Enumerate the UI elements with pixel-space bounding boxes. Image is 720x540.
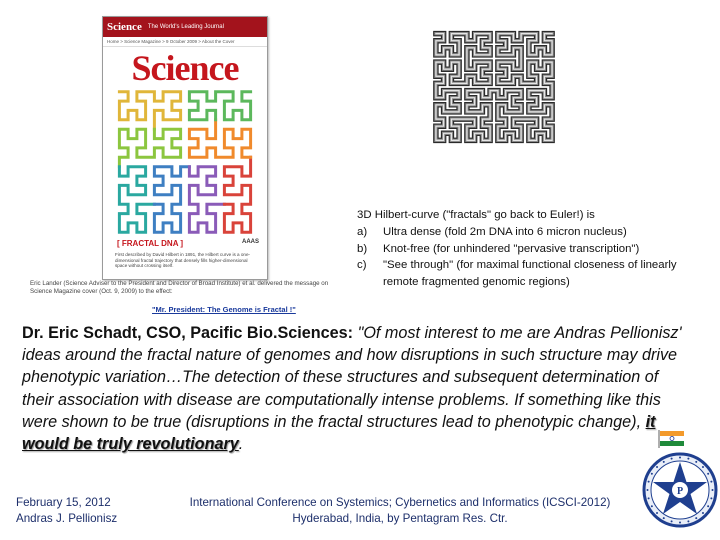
hilbert-item	[357, 257, 707, 291]
hilbert-description	[357, 207, 707, 291]
footer-author: Andras J. Pellionisz	[16, 512, 118, 525]
cover-curve-segment	[154, 167, 189, 233]
cover-fractal-dna-label: [ FRACTAL DNA ]	[117, 239, 184, 248]
cover-logo-small: Science	[107, 21, 142, 33]
quote-speaker: Dr. Eric Schadt, CSO, Pacific Bio.Sciences:	[22, 324, 358, 342]
quote-end: .	[238, 435, 244, 454]
seal-ring-dot	[679, 522, 681, 524]
cover-curve-segment	[119, 167, 154, 233]
seal-ring-dot	[656, 512, 658, 514]
footer-date: February 15, 2012	[16, 496, 111, 509]
seal-ring-dot	[695, 517, 697, 519]
quote-body: "Of most interest to me are Andras Pellionisz' ideas around the fractal nature of genomes and how disruptions in such structure may drive phenotypic variation…The detection of these structures and subsequent determination of their association with disease are computationally intense problems. If something like this were shown to be true (disruptions in the fractal structures lead to phenotypic change),	[22, 324, 682, 431]
item-marker: a)	[357, 225, 368, 238]
seal-ring-dot	[656, 466, 658, 468]
footer-left	[16, 495, 117, 527]
hilbert-item	[357, 241, 707, 258]
cover-caption: First described by David Hilbert in 1891, the Hilbert curve is a one-dimensional fractal trajectory that densely fills higher-dimensional space without crossing itself.	[115, 252, 251, 268]
footer-center	[150, 495, 650, 527]
seal-ring-dot	[671, 520, 673, 522]
footer-location: Hyderabad, India, by Pentagram Res. Ctr.	[292, 512, 508, 525]
aaas-logo: AAAS	[241, 239, 259, 245]
cover-masthead: Science	[131, 48, 239, 88]
cover-curve-segment	[189, 120, 250, 158]
cover-header-bar	[103, 17, 267, 37]
schadt-quote	[22, 322, 688, 455]
cover-curve-segment	[189, 167, 224, 233]
lander-note: Eric Lander (Science Adviser to the President and Director of Broad Institute) et al. delivered the message on Science Magazine cover (Oct. 9, 2009) to the effect:	[30, 280, 329, 295]
seal-ring-dot	[648, 497, 650, 499]
seal-ring-dot	[695, 461, 697, 463]
science-cover-image	[102, 16, 268, 280]
item-marker: c)	[357, 259, 367, 272]
seal-ring-dot	[648, 481, 650, 483]
seal-ring-dot	[710, 497, 712, 499]
seal-ring-dot	[651, 473, 653, 475]
seal-ring-dot	[647, 489, 649, 491]
cover-curve-segment	[189, 92, 250, 120]
hilbert-intro: 3D Hilbert-curve ("fractals" go back to Euler!) is	[357, 209, 595, 221]
seal-ring-dot	[663, 461, 665, 463]
seal-ring-dot	[712, 489, 714, 491]
cover-curve-segment	[119, 129, 180, 167]
president-genome-link[interactable]: "Mr. President: The Genome is Fractal !"	[152, 305, 296, 314]
seal-ring-dot	[707, 473, 709, 475]
seal-ring-dot	[702, 512, 704, 514]
seal-ring-dot	[702, 466, 704, 468]
quote-emphasis: it would be truly revolutionary	[22, 412, 656, 454]
footer-conference: International Conference on Systemics; Cybernetics and Informatics (ICSCI-2012)	[189, 496, 611, 509]
cover-tagline: The World's Leading Journal	[147, 24, 224, 30]
india-flag-icon	[658, 430, 685, 448]
cover-breadcrumb: Home > Science Magazine > 9 October 2009 > About the Cover	[103, 37, 267, 47]
cover-curve-segment	[224, 157, 250, 232]
item-text: Ultra dense (fold 2m DNA into 6 micron nucleus)	[383, 225, 627, 238]
item-text: Knot-free (for unhindered "pervasive transcription")	[383, 242, 640, 255]
pentagram-seal-logo	[641, 447, 719, 533]
cover-curve-segment	[119, 92, 180, 130]
svg-text:P: P	[676, 486, 684, 497]
item-marker: b)	[357, 242, 368, 255]
item-text: "See through" (for maximal functional closeness of linearly remote fragmented genomic regions)	[383, 259, 677, 289]
seal-ring-dot	[651, 505, 653, 507]
seal-ring-dot	[687, 520, 689, 522]
seal-ring-dot	[707, 505, 709, 507]
hilbert-item	[357, 224, 707, 241]
hilbert-3d-curve-image	[428, 26, 560, 148]
hilbert-curve-cover-art	[115, 87, 255, 247]
seal-ring-dot	[687, 458, 689, 460]
seal-ring-dot	[663, 517, 665, 519]
seal-ring-dot	[671, 458, 673, 460]
seal-ring-dot	[710, 481, 712, 483]
seal-ring-dot	[679, 457, 681, 459]
